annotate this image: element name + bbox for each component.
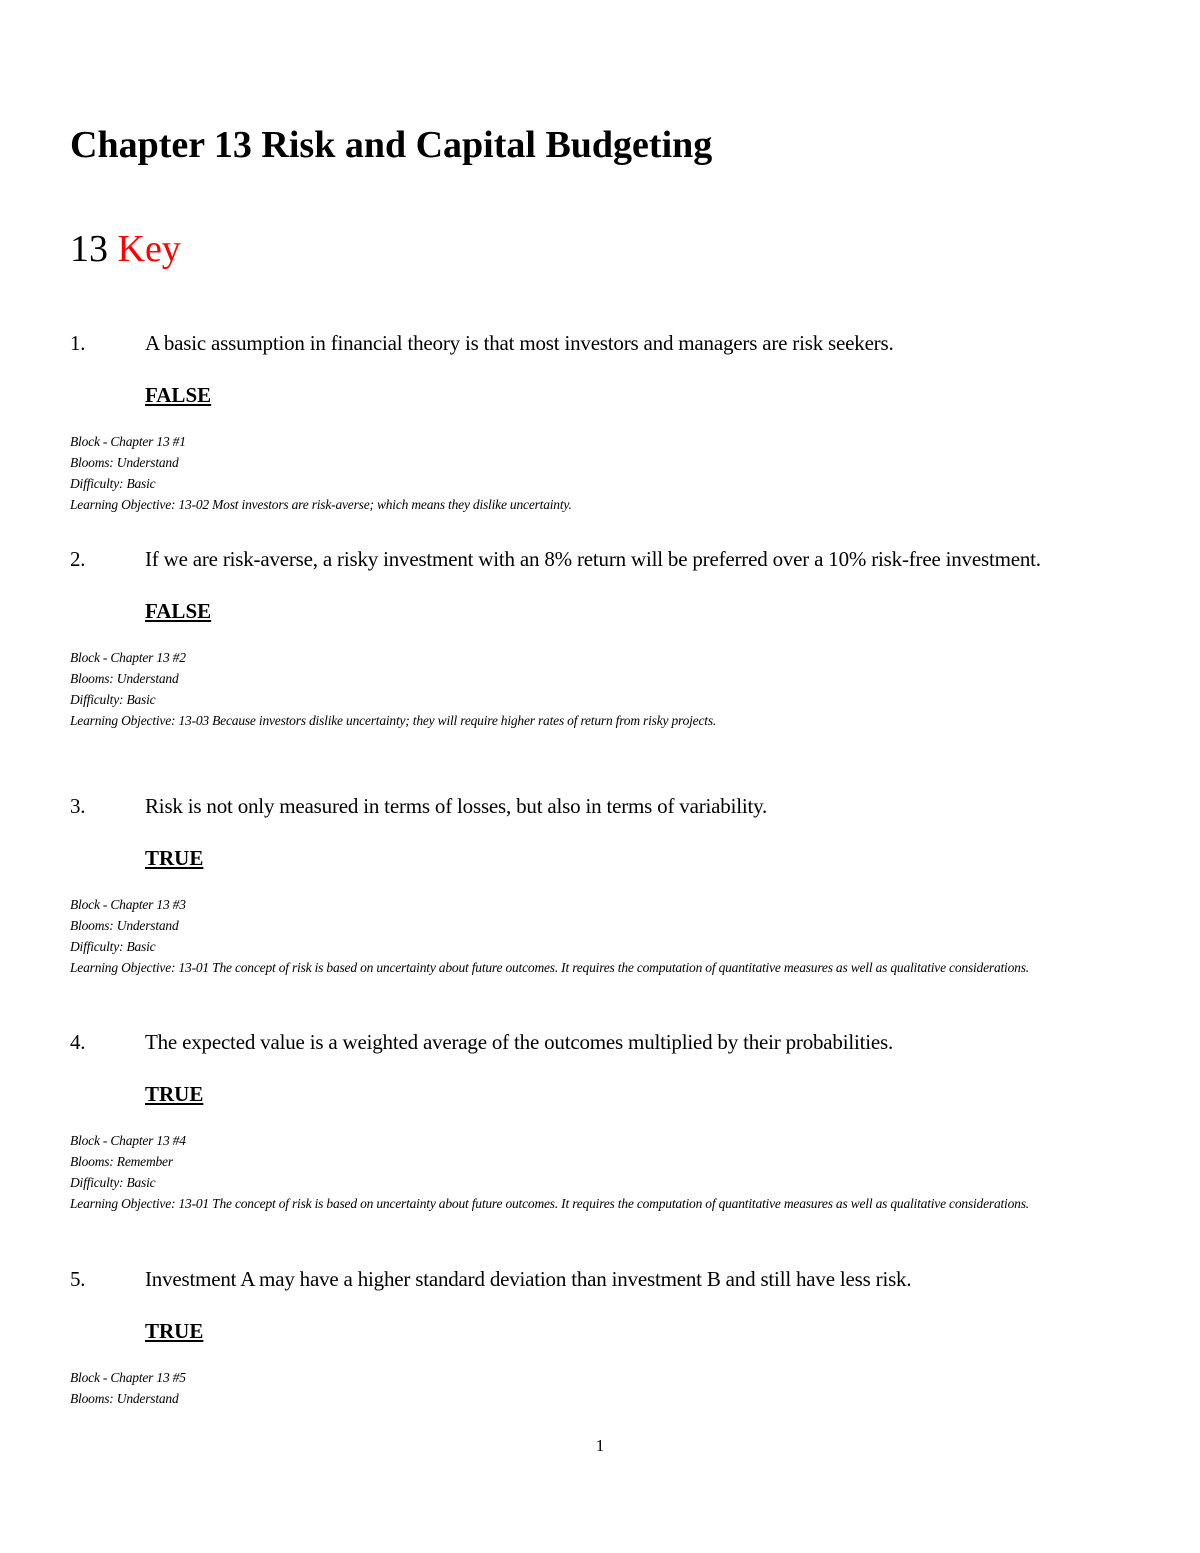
meta-difficulty: Difficulty: Basic [70,692,156,707]
meta-blooms: Blooms: Understand [70,455,179,470]
key-number: 13 [70,228,108,270]
question-metadata [70,894,1130,978]
key-word: Key [117,228,181,270]
meta-learning-objective: Learning Objective: 13-01 The concept of risk is based on uncertainty about future outcomes. It requires the computation of quantitative measures as well as qualitative considerations. [70,1196,1029,1211]
meta-difficulty: Difficulty: Basic [70,939,156,954]
question-text: Risk is not only measured in terms of losses, but also in terms of variability. [145,794,768,818]
question-item [70,791,1130,978]
meta-blooms: Blooms: Understand [70,918,179,933]
question-item [70,328,1130,515]
question-number: 4. [70,1030,86,1054]
meta-block: Block - Chapter 13 #5 [70,1370,186,1385]
meta-blooms: Blooms: Understand [70,671,179,686]
meta-block: Block - Chapter 13 #1 [70,434,186,449]
meta-blooms: Blooms: Understand [70,1391,179,1406]
question-metadata [70,1130,1130,1214]
page-title: Chapter 13 Risk and Capital Budgeting [70,124,713,166]
meta-difficulty: Difficulty: Basic [70,476,156,491]
question-item [70,1027,1130,1214]
meta-block: Block - Chapter 13 #4 [70,1133,186,1148]
meta-learning-objective: Learning Objective: 13-01 The concept of risk is based on uncertainty about future outcomes. It requires the computation of quantitative measures as well as qualitative considerations. [70,960,1029,975]
question-metadata [70,647,1130,731]
question-text: If we are risk-averse, a risky investment with an 8% return will be preferred over a 10% risk-free investment. [145,547,1041,571]
page-number: 1 [595,1436,605,1455]
meta-difficulty: Difficulty: Basic [70,1175,156,1190]
question-item [70,1264,1130,1409]
question-metadata [70,1367,1130,1409]
question-item [70,544,1130,731]
meta-block: Block - Chapter 13 #2 [70,650,186,665]
meta-learning-objective: Learning Objective: 13-03 Because investors dislike uncertainty; they will require higher rates of return from risky projects. [70,713,717,728]
answer-label: FALSE [145,383,212,407]
question-text: Investment A may have a higher standard deviation than investment B and still have less risk. [145,1267,912,1291]
answer-label: TRUE [145,1319,204,1343]
meta-block: Block - Chapter 13 #3 [70,897,186,912]
answer-label: TRUE [145,1082,204,1106]
question-text: A basic assumption in financial theory is that most investors and managers are risk seekers. [145,331,894,355]
answer-label: TRUE [145,846,204,870]
question-number: 5. [70,1267,86,1291]
question-text: The expected value is a weighted average of the outcomes multiplied by their probabilities. [145,1030,894,1054]
question-number: 2. [70,547,86,571]
question-metadata [70,431,1130,515]
key-heading [70,225,181,273]
question-number: 3. [70,794,86,818]
question-number: 1. [70,331,86,355]
answer-label: FALSE [145,599,212,623]
meta-learning-objective: Learning Objective: 13-02 Most investors are risk-averse; which means they dislike uncertainty. [70,497,572,512]
meta-blooms: Blooms: Remember [70,1154,173,1169]
